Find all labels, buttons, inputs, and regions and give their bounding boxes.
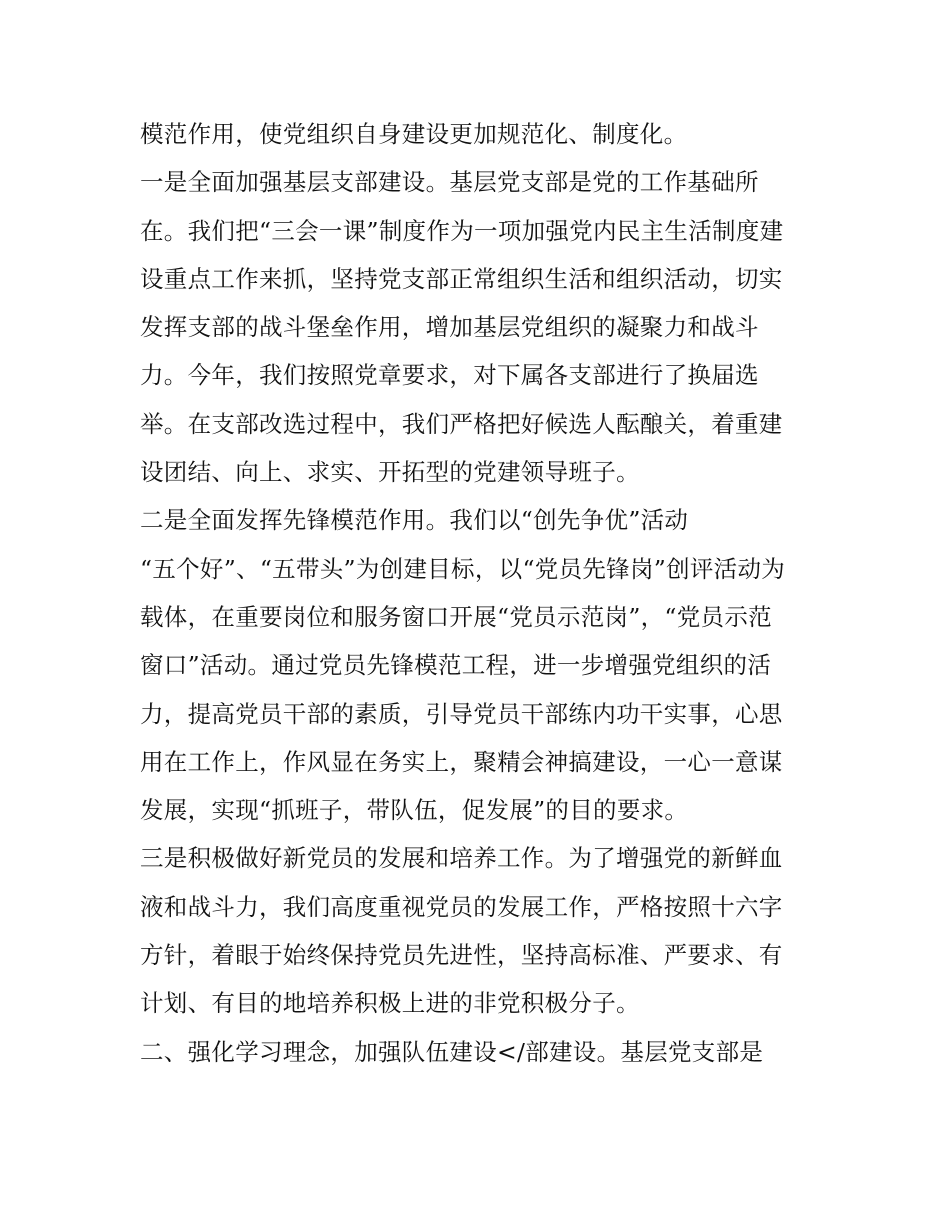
text-line: 设团结、向上、求实、开拓型的党建领导班子。 <box>140 458 640 487</box>
text-line: 计划、有目的地培养积极上进的非党积极分子。 <box>140 989 640 1018</box>
text-line: “五个好”、“五带头”为创建目标，以“党员先锋岗”创评活动为 <box>140 554 786 583</box>
text-line: 液和战斗力，我们高度重视党员的发展工作，严格按照十六字 <box>140 892 783 921</box>
text-line: 一是全面加强基层支部建设。基层党支部是党的工作基础所 <box>140 168 759 197</box>
text-line: 方针，着眼于始终保持党员先进性，坚持高标准、严要求、有 <box>140 941 783 970</box>
text-line: 模范作用，使党组织自身建设更加规范化、制度化。 <box>140 120 688 148</box>
text-line: 力。今年，我们按照党章要求，对下属各支部进行了换届选 <box>140 361 759 390</box>
text-line: 举。在支部改选过程中，我们严格把好候选人酝酿关，着重建 <box>140 409 783 438</box>
text-line: 发展，实现“抓班子，带队伍，促发展”的目的要求。 <box>140 796 689 825</box>
text-line: 二、强化学习理念，加强队伍建设</部建设。基层党支部是 <box>140 1037 764 1066</box>
text-line: 发挥支部的战斗堡垒作用，增加基层党组织的凝聚力和战斗 <box>140 313 759 342</box>
body-text <box>140 110 820 1076</box>
text-line: 在。我们把“三会一课”制度作为一项加强党内民主生活制度建 <box>140 216 784 245</box>
text-line: 三是积极做好新党员的发展和培养工作。为了增强党的新鲜血 <box>140 844 783 873</box>
text-line: 载体，在重要岗位和服务窗口开展“党员示范岗”，“党员示范 <box>140 602 772 631</box>
text-line: 用在工作上，作风显在务实上，聚精会神搞建设，一心一意谋 <box>140 747 783 776</box>
text-line: 窗口”活动。通过党员先锋模范工程，进一步增强党组织的活 <box>140 651 772 680</box>
text-line: 设重点工作来抓，坚持党支部正常组织生活和组织活动，切实 <box>140 264 783 293</box>
text-line: 二是全面发挥先锋模范作用。我们以“创先争优”活动 <box>140 506 689 535</box>
text-line: 力，提高党员干部的素质，引导党员干部练内功干实事，心思 <box>140 699 783 728</box>
